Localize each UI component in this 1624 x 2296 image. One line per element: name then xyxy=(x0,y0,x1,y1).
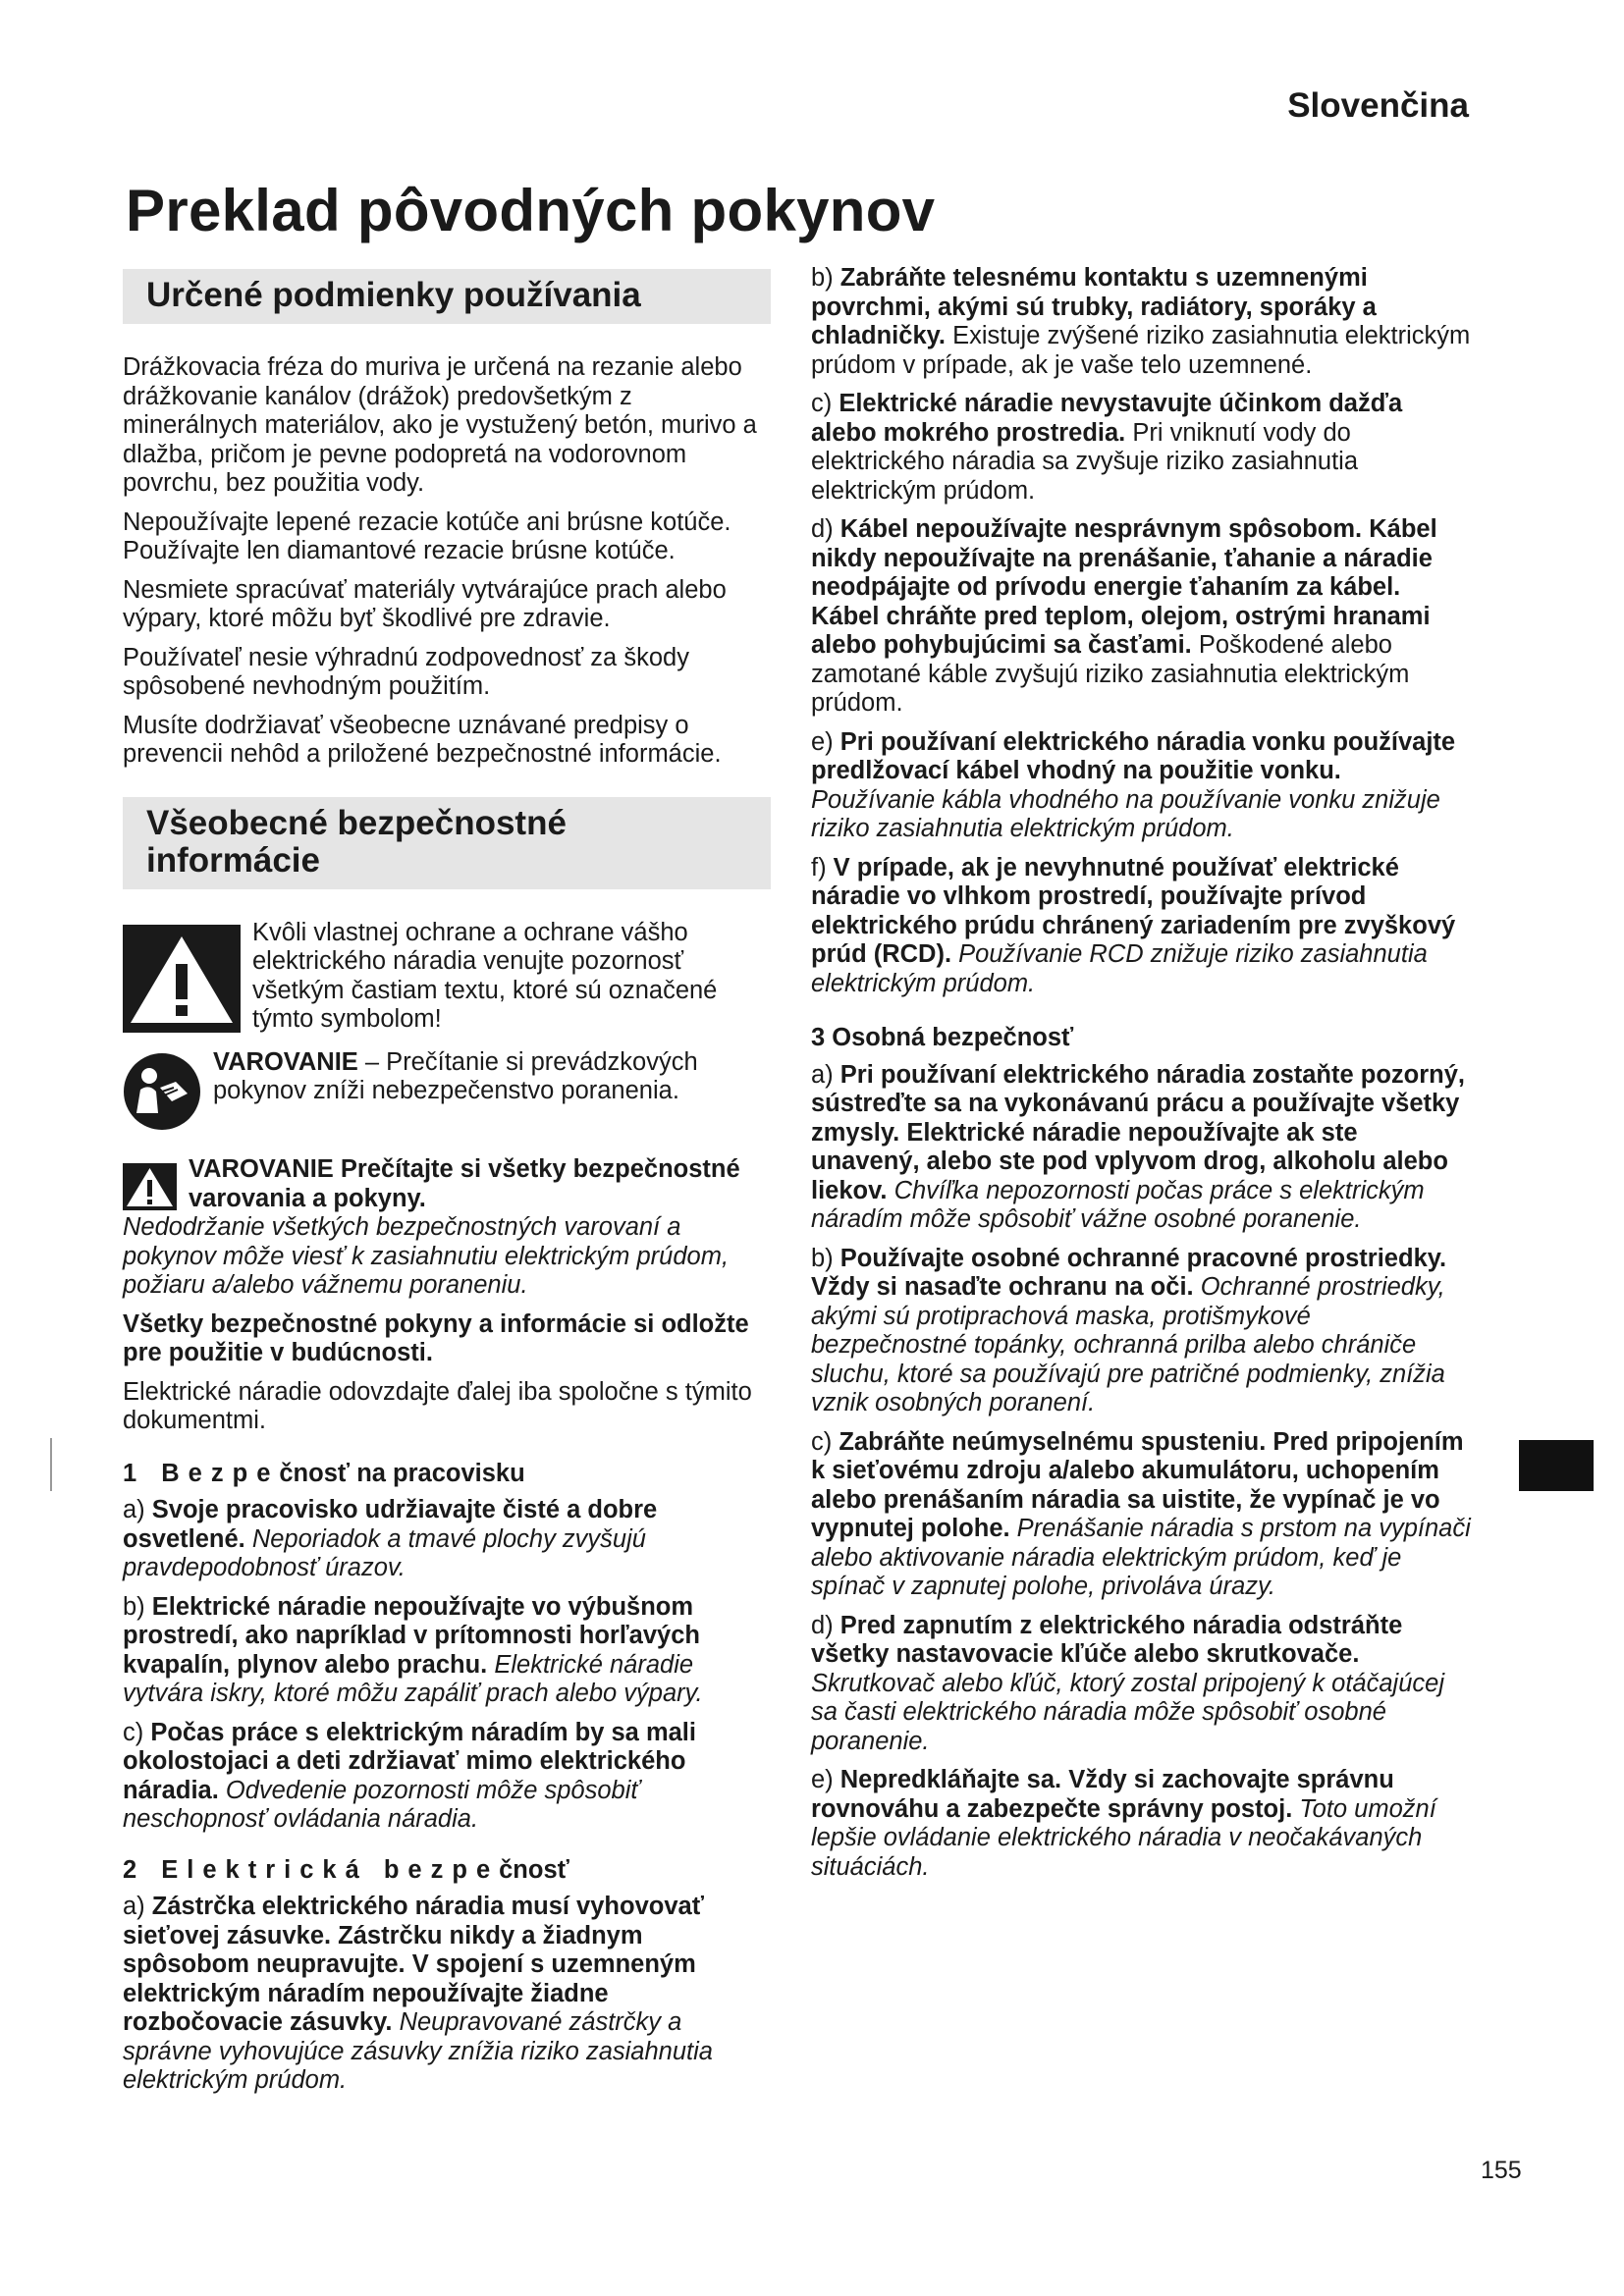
small-warning-triangle-icon xyxy=(123,1163,177,1210)
rule-item: a) Zástrčka elektrického náradia musí vyhovovať sieťovej zásuvke. Zástrčku nikdy a žiadnym spôsobom neupravujte. V spojení s uzemneným elektrickým náradím nepoužívajte žiadne rozbočovacie zásuvky. Neupravované zástrčky a správne vyhovujúce zásuvky znížia riziko zasiahnutia elektrickým prúdom. xyxy=(123,1893,713,2094)
keep-instructions: Všetky bezpečnostné pokyny a informácie si odložte pre použitie v budúcnosti. xyxy=(123,1309,749,1366)
rule-item: c) Elektrické náradie nevystavujte účinkom dažďa alebo mokrého prostredia. Pri vniknutí vody do elektrického náradia sa zvyšuje riziko zasiahnutia elektrickým prúdom. xyxy=(811,390,1403,505)
paragraph: Používateľ nesie výhradnú zodpovednosť za škody spôsobené nevhodným použitím. xyxy=(123,643,689,700)
margin-line xyxy=(50,1438,52,1491)
warning-label: VAROVANIE xyxy=(213,1047,358,1076)
right-column xyxy=(811,264,1471,1892)
warning-symbol-block xyxy=(123,919,771,1035)
warning-symbol-text: Kvôli vlastnej ochrane a ochrane vášho elektrického náradia venujte pozornosť všetkým častiam textu, ktoré sú označené týmto symbolom! xyxy=(252,918,718,1033)
left-column xyxy=(123,269,771,2106)
read-manual-icon xyxy=(123,1052,201,1139)
rule-item: e) Nepredkláňajte sa. Vždy si zachovajte správnu rovnováhu a zabezpečte správny postoj. Toto umožní lepšie ovládanie elektrického náradia v neočakávaných situáciách. xyxy=(811,1766,1436,1881)
subheading-personal-safety: 3 Osobná bezpečnosť xyxy=(811,1024,1074,1051)
paragraph: Musíte dodržiavať všeobecne uznávané predpisy o prevencii nehôd a priložené bezpečnostné informácie. xyxy=(123,711,722,768)
rule-item: d) Pred zapnutím z elektrického náradia odstráňte všetky nastavovacie kľúče alebo skrutkovače. Skrutkovač alebo kľúč, ktorý zostal pripojený k otáčajúcej sa časti elektrického náradia môže spôsobiť osobné poranenie. xyxy=(811,1611,1444,1755)
section-heading-intended-use: Určené podmienky používania xyxy=(123,269,771,324)
rule-item: b) Elektrické náradie nepoužívajte vo výbušnom prostredí, ako napríklad v prítomnosti horľavých kvapalín, plynov alebo prachu. Elektrické náradie vytvára iskry, ktoré môžu zapáliť prach alebo výpary. xyxy=(123,1592,703,1707)
subheading-work-area-safety: 1 Bezpečnosť na pracovisku xyxy=(123,1459,525,1487)
paragraph: Nesmiete spracúvať materiály vytvárajúce prach alebo výpary, ktoré môžu byť škodlivé pre zdravie. xyxy=(123,575,727,632)
rule-item: c) Zabráňte neúmyselnému spusteniu. Pred pripojením k sieťovému zdroju a/alebo akumulátoru, uchopením alebo prenášaním náradia sa uistite, že vypínač je vo vypnutej polohe. Prenášanie náradia s prstom na vypínači alebo aktivovanie náradia elektrickým prúdom, keď je spínač v zapnutej polohe, privoláva úrazy. xyxy=(811,1427,1471,1600)
section-heading-general-safety: Všeobecné bezpečnostné informácie xyxy=(123,797,771,889)
subheading-electrical-safety: 2 Elektrická bezpečnosť xyxy=(123,1855,569,1884)
rule-item: a) Pri používaní elektrického náradia zostaňte pozorný, sústreďte sa na vykonávanú prácu a používajte všetky zmysly. Elektrické náradie nepoužívajte ak ste unavený, alebo ste pod vplyvom drog, alkoholu alebo liekov. Chvíľka nepozornosti počas práce s elektrickým náradím môže spôsobiť vážne osobné poranenie. xyxy=(811,1060,1466,1233)
warning-read-all-italic: Nedodržanie všetkých bezpečnostných varovaní a pokynov môže viesť k zasiahnutiu elektrickým prúdom, požiaru a/alebo vážnemu poraneniu. xyxy=(123,1213,730,1299)
read-manual-sentence: – Prečítanie si prevádzkových pokynov zníži nebezpečenstvo poranenia. xyxy=(213,1047,698,1104)
rule-item: b) Zabráňte telesnému kontaktu s uzemnenými povrchmi, akými sú trubky, radiátory, sporáky a chladničky. Existuje zvýšené riziko zasiahnutia elektrickým prúdom v prípade, ak je vaše telo uzemnené. xyxy=(811,264,1471,379)
paragraph: Nepoužívajte lepené rezacie kotúče ani brúsne kotúče. Používajte len diamantové rezacie brúsne kotúče. xyxy=(123,507,731,564)
rule-item: c) Počas práce s elektrickým náradím by sa mali okolostojaci a deti zdržiavať mimo elektrického náradia. Odvedenie pozornosti môže spôsobiť neschopnosť ovládania náradia. xyxy=(123,1718,696,1833)
page-title: Preklad pôvodných pokynov xyxy=(126,178,936,243)
warning-triangle-icon xyxy=(123,925,241,1033)
rule-item: f) V prípade, ak je nevyhnutné používať elektrické náradie vo vlhkom prostredí, používajte prívod elektrického prúdu chránený zariadením pre zvyškový prúd (RCD). Používanie RCD znižuje riziko zasiahnutia elektrickým prúdom. xyxy=(811,853,1456,997)
rule-item: b) Používajte osobné ochranné pracovné prostriedky. Vždy si nasaďte ochranu na oči. Ochranné prostriedky, akými sú protiprachová maska, protišmykové bezpečnostné topánky, ochranná prilba alebo chrániče sluchu, ktoré sa používajú pre patričné podmienky, znížia vznik osobných poranení. xyxy=(811,1244,1447,1416)
language-label: Slovenčina xyxy=(1287,86,1469,125)
warning-read-all-block xyxy=(123,1155,771,1301)
read-manual-block xyxy=(123,1048,771,1139)
rule-item: d) Kábel nepoužívajte nesprávnym spôsobom. Kábel nikdy nepoužívajte na prenášanie, ťahanie a náradie neodpájajte od prívodu energie ťahaním za kábel. Kábel chráňte pred teplom, olejom, ostrými hranami alebo pohybujúcimi sa časťami. Poškodené alebo zamotané káble zvyšujú riziko zasiahnutia elektrickým prúdom. xyxy=(811,515,1437,717)
read-manual-text xyxy=(213,1048,771,1106)
warning-read-all-bold: VAROVANIE Prečítajte si všetky bezpečnostné varovania a pokyny. xyxy=(189,1155,740,1212)
rule-item: e) Pri používaní elektrického náradia vonku používajte predlžovací kábel vhodný na použitie vonku. Používanie kábla vhodného na používanie vonku znižuje riziko zasiahnutia elektrickým prúdom. xyxy=(811,727,1456,842)
page-number: 155 xyxy=(1481,2157,1522,2184)
section-tab-marker xyxy=(1519,1440,1594,1491)
handover-note: Elektrické náradie odovzdajte ďalej iba spoločne s týmito dokumentmi. xyxy=(123,1377,752,1434)
paragraph: Drážkovacia fréza do muriva je určená na rezanie alebo drážkovanie kanálov (drážok) predovšetkým z minerálnych materiálov, ako je vystužený betón, murivo a dlažba, pričom je pevne podopretá na vodorovnom povrchu, bez použitia vody. xyxy=(123,353,757,497)
rule-item: a) Svoje pracovisko udržiavajte čisté a dobre osvetlené. Neporiadok a tmavé plochy zvyšujú pravdepodobnosť úrazov. xyxy=(123,1496,658,1581)
